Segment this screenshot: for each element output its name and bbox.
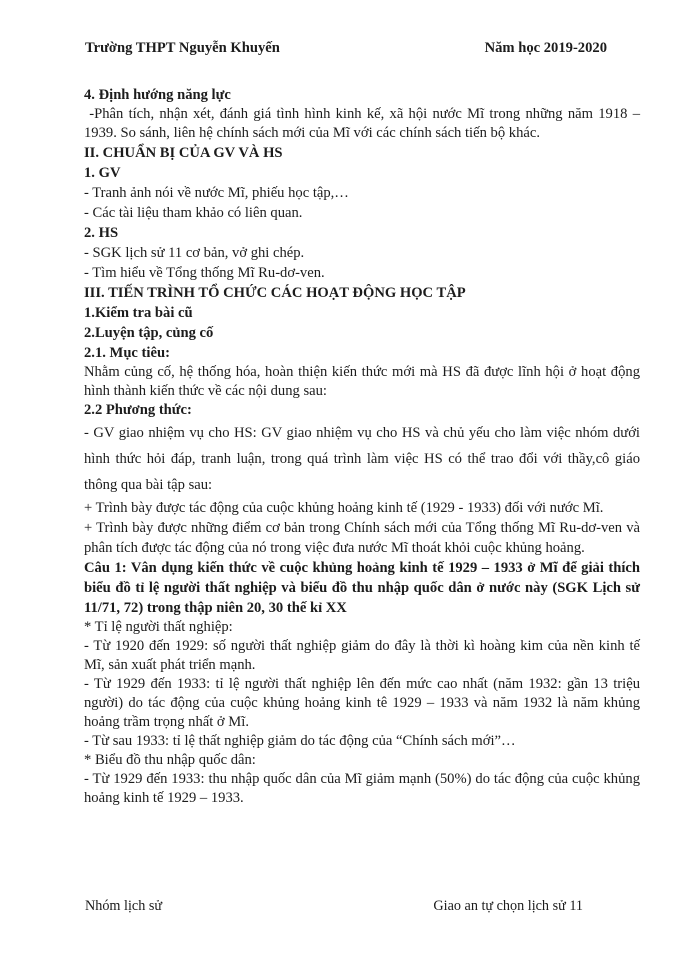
page-footer xyxy=(85,898,615,915)
paragraph: - Tìm hiểu về Tổng thống Mĩ Ru-dơ-ven. xyxy=(84,265,325,281)
paragraph: - Các tài liệu tham khảo có liên quan. xyxy=(84,205,303,221)
paragraph: - Từ 1929 đến 1933: thu nhập quốc dân của Mĩ giảm mạnh (50%) do tác động của cuộc khủng hoảng kinh tế 1929 – 1933. xyxy=(84,771,640,806)
paragraph: + Trình bày được những điểm cơ bản trong Chính sách mới của Tổng thống Mĩ Ru-dơ-ven và phân tích được tác động của nó trong việc đưa nước Mĩ thoát khỏi cuộc khủng hoảng. xyxy=(84,520,640,556)
paragraph: - SGK lịch sử 11 cơ bản, vở ghi chép. xyxy=(84,245,305,261)
school-year: Năm học 2019-2020 xyxy=(484,40,607,56)
paragraph: Nhằm củng cố, hệ thống hóa, hoàn thiện kiến thức mới mà HS đã được lĩnh hội ở hoạt động hình thành kiến thức về các nội dung sau: xyxy=(84,364,640,399)
footer-group-name: Nhóm lịch sử xyxy=(85,898,163,914)
paragraph: - Từ 1929 đến 1933: tỉ lệ người thất nghiệp lên đến mức cao nhất (năm 1932: gần 13 triệu người) do tác động của cuộc khủng hoảng kinh tê 1929 – 1933 và năm 1932 là năm khủng hoảng trầm trọng nhất ở Mĩ. xyxy=(84,676,640,730)
paragraph: -Phân tích, nhận xét, đánh giá tình hình kinh kế, xã hội nước Mĩ trong những năm 1918 – 1939. So sánh, liên hệ chính sách mới của Mĩ với các chính sách tiến bộ khác. xyxy=(84,106,644,141)
footer-document-title: Giao an tự chọn lịch sử 11 xyxy=(433,898,583,914)
paragraph: II. CHUẨN BỊ CỦA GV VÀ HS xyxy=(84,145,283,161)
paragraph: 2. HS xyxy=(84,225,119,241)
paragraph: 2.Luyện tập, củng cố xyxy=(84,325,214,341)
paragraph: III. TIẾN TRÌNH TỔ CHỨC CÁC HOẠT ĐỘNG HỌC TẬP xyxy=(84,285,466,301)
paragraph: 1. GV xyxy=(84,165,121,181)
paragraph: - Từ 1920 đến 1929: số người thất nghiệp giảm do đây là thời kì hoàng kim của nền kinh tế Mĩ, sản xuất phát triển mạnh. xyxy=(84,638,640,673)
paragraph: - GV giao nhiệm vụ cho HS: GV giao nhiệm vụ cho HS và chủ yếu cho làm việc nhóm dưới hình thức hỏi đáp, tranh luận, trong quá trình làm việc HS có thể trao đổi với thầy,cô giáo thông qua bài tập sau: xyxy=(84,425,640,493)
paragraph: - Tranh ảnh nói về nước Mĩ, phiếu học tập,… xyxy=(84,185,349,201)
paragraph: 1.Kiểm tra bài cũ xyxy=(84,305,193,321)
school-name: Trường THPT Nguyễn Khuyến xyxy=(85,40,280,56)
paragraph: 4. Định hướng năng lực xyxy=(84,87,231,103)
paragraph: * Biểu đồ thu nhập quốc dân: xyxy=(84,752,256,768)
paragraph: - Từ sau 1933: tỉ lệ thất nghiệp giảm do tác động của “Chính sách mới”… xyxy=(84,733,516,749)
paragraph: Câu 1: Vân dụng kiến thức về cuộc khủng hoảng kinh tế 1929 – 1933 ở Mĩ để giải thích biểu đồ tỉ lệ người thất nghiệp và biểu đồ thu nhập quốc dân ở nước này (SGK Lịch sử 11/71, 72) trong thập niên 20, 30 thế kỉ XX xyxy=(84,560,640,616)
paragraph: 2.2 Phương thức: xyxy=(84,402,192,418)
paragraph: + Trình bày được tác động của cuộc khủng hoảng kinh tế (1929 - 1933) đối với nước Mĩ. xyxy=(84,500,604,516)
paragraph: * Tỉ lệ người thất nghiệp: xyxy=(84,619,233,635)
document-body xyxy=(84,86,644,808)
page-header xyxy=(85,40,615,57)
paragraph: 2.1. Mục tiêu: xyxy=(84,345,170,361)
